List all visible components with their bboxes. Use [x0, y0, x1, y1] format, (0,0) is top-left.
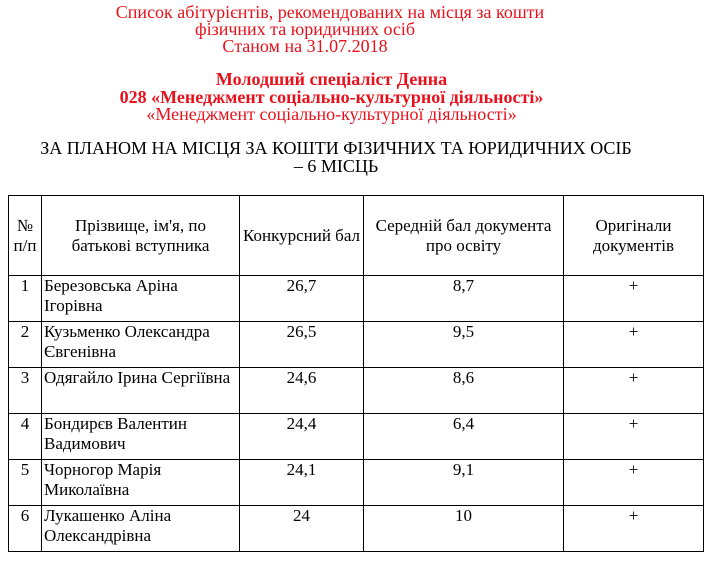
originals-mark: +: [564, 506, 704, 552]
applicants-table: [8, 195, 704, 552]
competitive-score: 26,7: [240, 276, 364, 322]
competitive-score: 24,1: [240, 460, 364, 506]
table-row: [9, 460, 704, 506]
plan-heading: ЗА ПЛАНОМ НА МІСЦЯ ЗА КОШТИ ФІЗИЧНИХ ТА ЮРИДИЧНИХ ОСІБ: [40, 138, 632, 158]
originals-mark: +: [564, 414, 704, 460]
originals-mark: +: [564, 460, 704, 506]
applicant-name: Одягайло Ірина Сергіївна: [42, 368, 240, 414]
average-grade: 9,1: [364, 460, 564, 506]
applicant-name: Бондирєв Валентин Вадимович: [42, 414, 240, 460]
average-grade: 10: [364, 506, 564, 552]
row-number: 5: [9, 460, 42, 506]
row-number: 3: [9, 368, 42, 414]
average-grade: 8,6: [364, 368, 564, 414]
col-average-header: Середній бал документа про освіту: [364, 196, 564, 276]
list-title: Список абітурієнтів, рекомендованих на місця за кошти: [115, 2, 545, 22]
row-number: 1: [9, 276, 42, 322]
col-score-header: Конкурсний бал: [240, 196, 364, 276]
col-name-header: Прізвище, ім'я, по батькові вступника: [42, 196, 240, 276]
col-number-header: № п/п: [9, 196, 42, 276]
applicant-name: Кузьменко Олександра Євгенівна: [42, 322, 240, 368]
table-header-row: [9, 196, 704, 276]
row-number: 2: [9, 322, 42, 368]
row-number: 6: [9, 506, 42, 552]
applicant-name: Лукашенко Аліна Олександрівна: [42, 506, 240, 552]
competitive-score: 24,4: [240, 414, 364, 460]
competitive-score: 24: [240, 506, 364, 552]
list-title-continued: фізичних та юридичних осіб: [194, 19, 416, 39]
table-row: [9, 368, 704, 414]
competitive-score: 26,5: [240, 322, 364, 368]
specialty-title: 028 «Менеджмент соціально-культурної діяльності»: [119, 87, 544, 107]
col-originals-header: Оригінали документів: [564, 196, 704, 276]
average-grade: 8,7: [364, 276, 564, 322]
education-level: Молодший спеціаліст Денна: [215, 69, 448, 89]
row-number: 4: [9, 414, 42, 460]
average-grade: 6,4: [364, 414, 564, 460]
table-row: [9, 276, 704, 322]
program-title: «Менеджмент соціально-культурної діяльності»: [146, 104, 517, 124]
originals-mark: +: [564, 368, 704, 414]
originals-mark: +: [564, 322, 704, 368]
table-row: [9, 414, 704, 460]
as-of-date: Станом на 31.07.2018: [222, 36, 388, 56]
applicant-name: Чорногор Марія Миколаївна: [42, 460, 240, 506]
table-row: [9, 322, 704, 368]
plan-heading-seats: – 6 МІСЦЬ: [293, 156, 379, 176]
table-row: [9, 506, 704, 552]
originals-mark: +: [564, 276, 704, 322]
applicant-name: Березовська Аріна Ігорівна: [42, 276, 240, 322]
average-grade: 9,5: [364, 322, 564, 368]
competitive-score: 24,6: [240, 368, 364, 414]
